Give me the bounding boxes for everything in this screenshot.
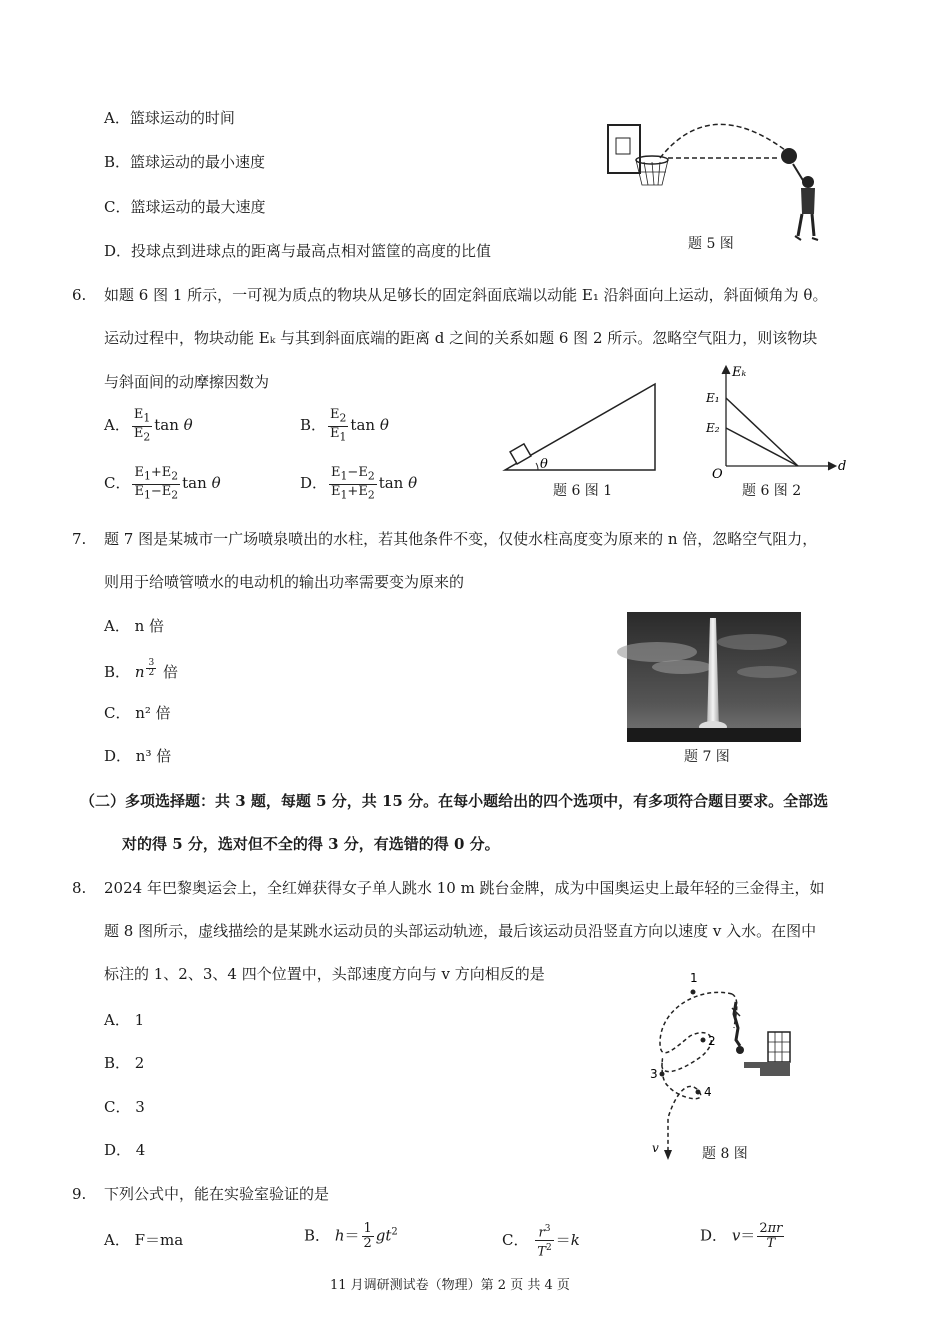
q8-number: 8. [72,879,87,897]
q9-option-b-label: B． [304,1226,331,1245]
q8-option-b: B． 2 [104,1054,145,1072]
q8-option-a: A． 1 [104,1011,145,1029]
q8-velocity-label: v [652,1141,659,1155]
q7-option-d: D． n³ 倍 [104,747,172,765]
q8-stem-line-2: 题 8 图所示，虚线描绘的是某跳水运动员的头部运动轨迹，最后该运动员沿竖直方向以速度 v 入水。在图中 [104,922,817,940]
q8-option-c: C． 3 [104,1098,145,1116]
q8-point-3-label: 3 [650,1067,658,1081]
q8-point-2-label: 2 [708,1034,716,1048]
q7-number: 7. [72,530,87,548]
q7-option-b-unit: 倍 [163,663,179,681]
q8-option-d: D． 4 [104,1141,146,1159]
q6-option-d-fraction: $\frac{E_1-E_2}{E_1+E_2}$ [331,465,375,502]
q6-option-b: B． $\frac{E_2}{E_1}$ tan θ [300,407,389,444]
q7-figure-caption: 题 7 图 [684,749,730,765]
q7-stem-line-1: 题 7 图是某城市一广场喷泉喷出的水柱，若其他条件不变，仅使水柱高度变为原来的 n 倍，忽略空气阻力， [104,530,818,548]
q6-option-a-label: A． [104,416,130,435]
q7-option-c: C． n² 倍 [104,704,171,722]
q6-option-c-label: C． [104,474,131,493]
q6-option-d-label: D． [300,474,328,493]
q6-option-d: D． $\frac{E_1-E_2}{E_1+E_2}$ tan θ [300,465,418,502]
q7-option-b: B． n $^{\frac{3}{2}}$ 倍 [104,658,179,681]
q7-option-a: A． n 倍 [104,617,165,635]
q7-stem-line-2: 则用于给喷管喷水的电动机的输出功率需要变为原来的 [104,573,465,591]
q6-fig2-caption: 题 6 图 2 [742,483,802,499]
q6-ek-d-graph [700,362,850,482]
q6-option-a: A． $\frac{E_1}{E_2}$ tan θ [104,407,193,444]
q8-stem-line-3: 标注的 1、2、3、4 四个位置中，头部速度方向与 v 方向相反的是 [104,965,545,983]
q9-stem: 下列公式中，能在实验室验证的是 [104,1185,330,1203]
q6-ek-axis-label: Eₖ [732,365,747,380]
q6-number: 6. [72,286,87,304]
q8-stem-line-1: 2024 年巴黎奥运会上，全红婵获得女子单人跳水 10 m 跳台金牌，成为中国奥运史上最年轻的三金得主，如 [104,879,825,897]
q5-option-b: B．篮球运动的最小速度 [104,153,266,171]
q6-stem-line-1: 如题 6 图 1 所示，一可视为质点的物块从足够长的固定斜面底端以动能 E₁ 沿斜面向上运动，斜面倾角为 θ。 [104,286,828,304]
q6-incline-figure [500,380,670,480]
section2-heading-line-1: （二）多项选择题：共 3 题，每题 5 分，共 15 分。在每小题给出的四个选项中，有多项符合题目要求。全部选 [80,792,829,810]
q6-option-c-fraction: $\frac{E_1+E_2}{E_1-E_2}$ [134,465,179,502]
q6-option-c: C． $\frac{E_1+E_2}{E_1-E_2}$ tan θ [104,465,221,502]
q5-option-c: C．篮球运动的最大速度 [104,198,266,216]
q9-option-d-label: D． [700,1226,728,1245]
q7-fountain-photo [627,612,801,742]
q8-point-1-label: 1 [690,971,698,985]
q9-option-c-label: C． [502,1230,529,1249]
q6-origin-label: O [712,467,723,482]
page-footer: 11 月调研测试卷（物理）第 2 页 共 4 页 [330,1278,570,1293]
q6-option-b-fraction: $\frac{E_2}{E_1}$ [330,407,347,444]
q5-option-a: A．篮球运动的时间 [104,109,235,127]
q9-option-c: C． $\frac{r^3}{T^2}$ ＝k [502,1224,580,1260]
q5-figure-caption: 题 5 图 [688,236,734,252]
q5-basketball-figure [600,110,840,250]
q6-d-axis-label: d [838,459,847,474]
q6-e1-label: E₁ [706,391,720,405]
q9-option-a: A． F＝ma [104,1231,184,1249]
q8-figure-caption: 题 8 图 [702,1146,748,1162]
q9-number: 9. [72,1185,87,1203]
q6-option-b-label: B． [300,416,327,435]
q9-option-d: D． v＝ $\frac{2\pi r}{T}$ [700,1221,783,1251]
q6-theta-label: θ [540,457,548,472]
q6-fig1-caption: 题 6 图 1 [553,483,613,499]
q9-option-b: B． h＝ $\frac{1}{2}$ $gt^2$ [304,1221,398,1251]
section2-heading-line-2: 对的得 5 分，选对但不全的得 3 分，有选错的得 0 分。 [122,835,500,853]
q6-stem-line-3: 与斜面间的动摩擦因数为 [104,373,270,391]
q8-point-4-label: 4 [704,1085,712,1099]
q5-option-d: D．投球点到进球点的距离与最高点相对篮筐的高度的比值 [104,242,492,260]
q6-e2-label: E₂ [706,421,720,435]
q8-diving-trajectory-figure [640,968,810,1168]
q7-option-b-label: B． [104,663,131,681]
q6-option-a-fraction: $\frac{E_1}{E_2}$ [133,407,151,444]
q6-stem-line-2: 运动过程中，物块动能 Eₖ 与其到斜面底端的距离 d 之间的关系如题 6 图 2 所示。忽略空气阻力，则该物块 [104,329,818,347]
